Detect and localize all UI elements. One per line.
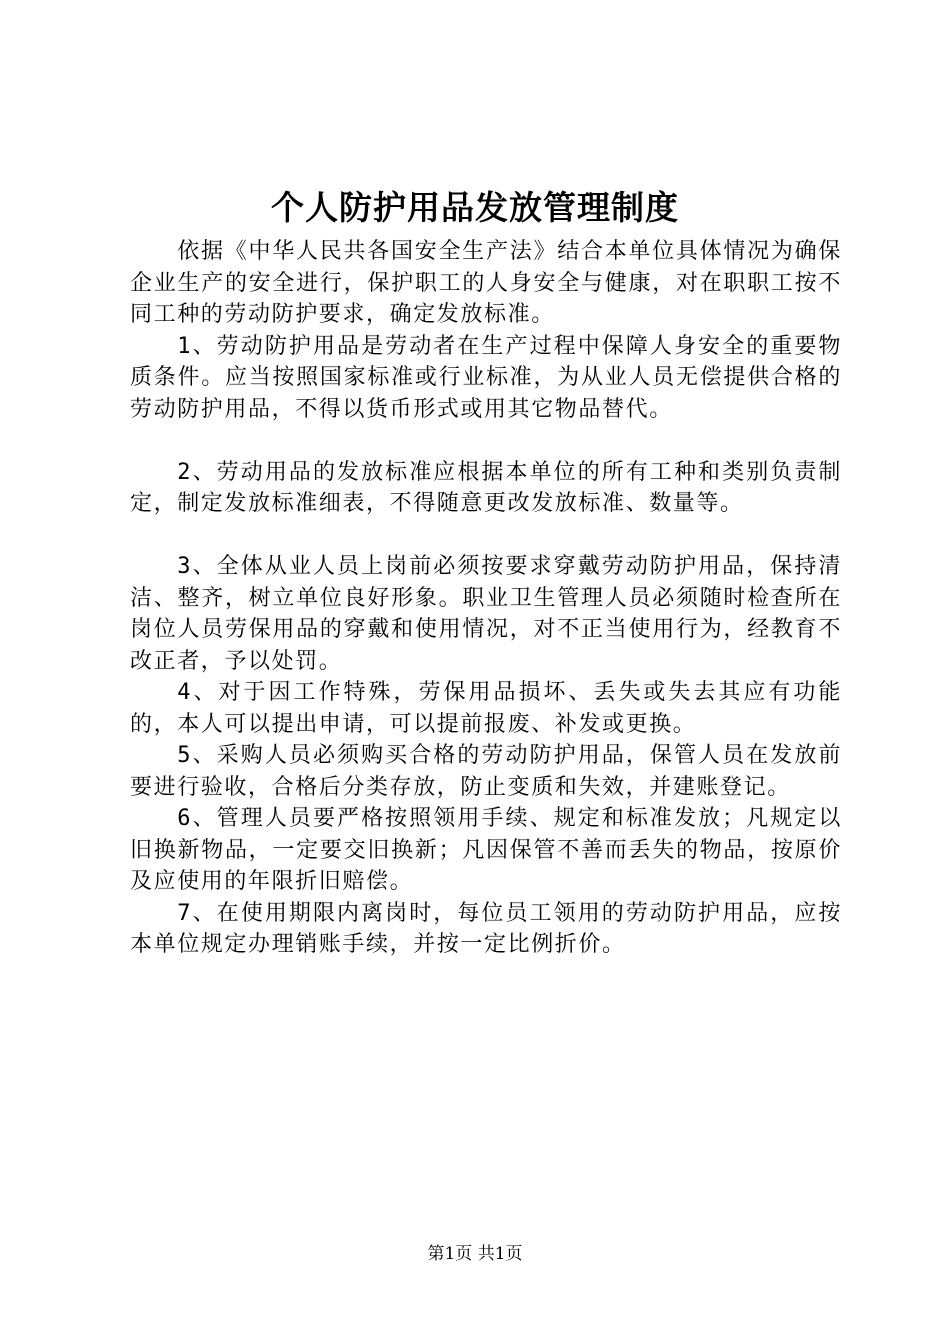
clause-3-paragraph: 3、全体从业人员上岗前必须按要求穿戴劳动防护用品，保持清洁、整齐，树立单位良好形象。职业卫生管理人员必须随时检查所在岗位人员劳保用品的穿戴和使用情况，对不正当使用行为，经教育不改正者，予以处罚。 — [130, 554, 842, 674]
clause-2-paragraph: 2、劳动用品的发放标准应根据本单位的所有工种和类别负责制定，制定发放标准细表，不得随意更改发放标准、数量等。 — [130, 459, 842, 516]
document-body — [130, 236, 842, 961]
clause-1-paragraph: 1、劳动防护用品是劳动者在生产过程中保障人身安全的重要物质条件。应当按照国家标准或行业标准，为从业人员无偿提供合格的劳动防护用品，不得以货币形式或用其它物品替代。 — [130, 333, 842, 422]
document-title: 个人防护用品发放管理制度 — [271, 188, 679, 227]
clause-5-paragraph: 5、采购人员必须购买合格的劳动防护用品，保管人员在发放前要进行验收，合格后分类存放，防止变质和失效，并建账登记。 — [130, 743, 842, 800]
page-number-footer: 第1页 共1页 — [427, 1244, 523, 1264]
intro-paragraph: 依据《中华人民共各国安全生产法》结合本单位具体情况为确保企业生产的安全进行，保护职工的人身安全与健康，对在职职工按不同工种的劳动防护要求，确定发放标准。 — [130, 239, 842, 327]
clause-7-paragraph: 7、在使用期限内离岗时，每位员工领用的劳动防护用品，应按本单位规定办理销账手续，并按一定比例折价。 — [130, 900, 842, 957]
clause-6-paragraph: 6、管理人员要严格按照领用手续、规定和标准发放；凡规定以旧换新物品，一定要交旧换新；凡因保管不善而丢失的物品，按原价及应使用的年限折旧赔偿。 — [130, 806, 842, 894]
clause-4-paragraph: 4、对于因工作特殊，劳保用品损坏、丢失或失去其应有功能的，本人可以提出申请，可以提前报废、补发或更换。 — [130, 680, 842, 737]
